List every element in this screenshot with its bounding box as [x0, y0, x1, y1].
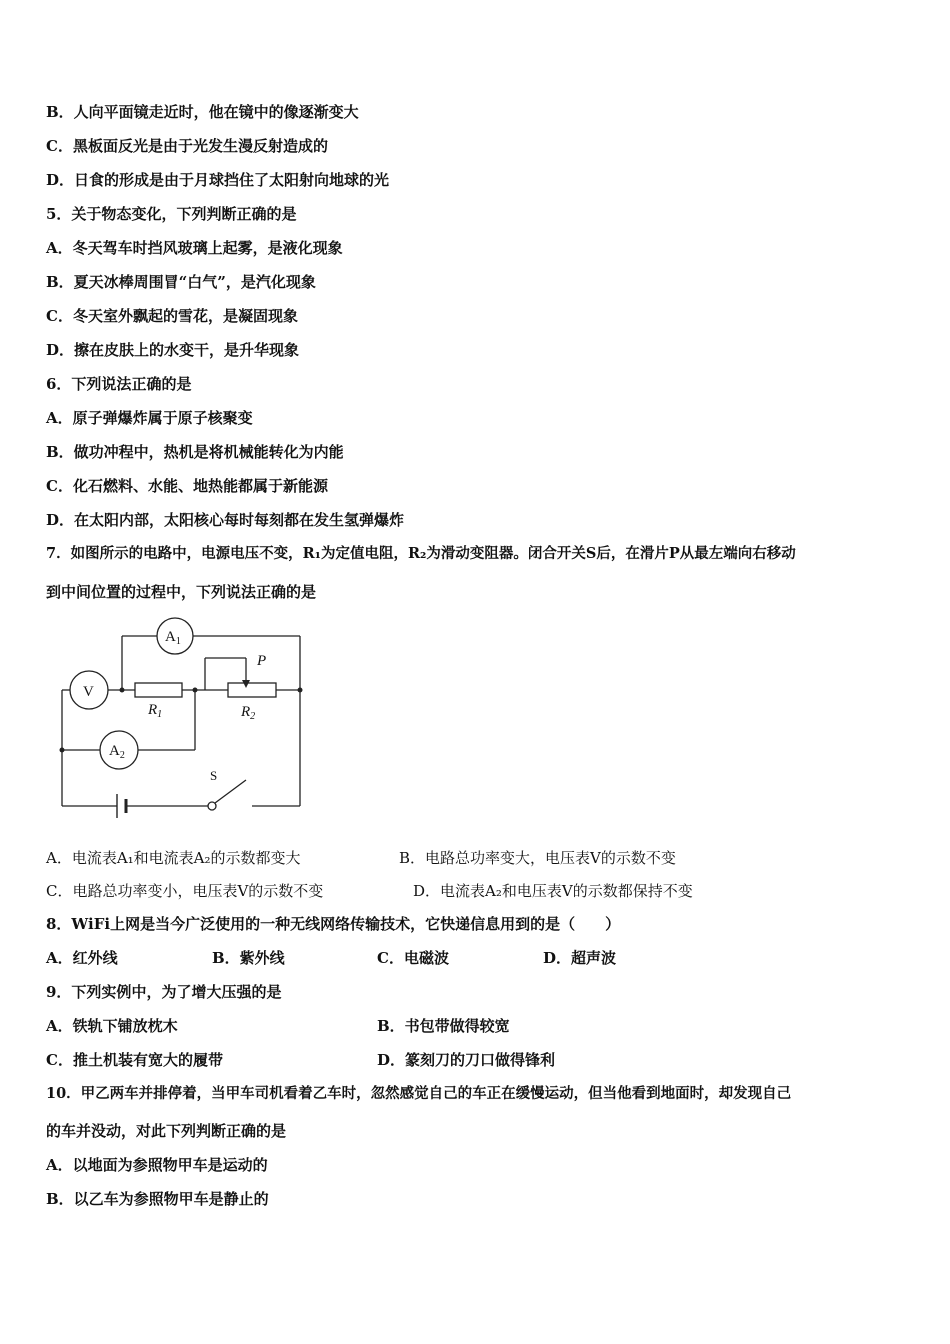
q8-option-d: D．超声波	[543, 949, 617, 967]
q9-option-a: A．铁轨下铺放枕木	[46, 1017, 178, 1035]
q5-stem: 5．关于物态变化，下列判断正确的是	[46, 205, 297, 223]
q7-stem-line1: 7．如图所示的电路中，电源电压不变，R₁为定值电阻，R₂为滑动变阻器。闭合开关S后，在滑片P从最左端向右移动	[46, 545, 796, 562]
q4-option-c: C．黑板面反光是由于光发生漫反射造成的	[46, 137, 328, 155]
q4-option-b: B．人向平面镜走近时，他在镜中的像逐渐变大	[46, 103, 359, 121]
q9-option-d: D．篆刻刀的刀口做得锋利	[377, 1051, 556, 1069]
r2-label-sub: 2	[250, 711, 256, 722]
junction-dot	[193, 688, 198, 693]
q6-option-c: C．化石燃料、水能、地热能都属于新能源	[46, 477, 328, 495]
q6-stem: 6．下列说法正确的是	[46, 375, 192, 393]
junction-dot	[120, 688, 125, 693]
q7-stem-line2: 到中间位置的过程中，下列说法正确的是	[46, 583, 317, 601]
svg-text:A1	[165, 629, 181, 647]
q5-option-b: B．夏天冰棒周围冒“白气”，是汽化现象	[46, 273, 316, 291]
q7-circuit-diagram	[0, 610, 400, 840]
q6-option-a: A．原子弹爆炸属于原子核聚变	[46, 409, 253, 427]
q9-option-c: C．推土机装有宽大的履带	[46, 1051, 223, 1069]
junction-dot	[298, 688, 303, 693]
rheostat-r2	[228, 683, 276, 697]
q8-option-b: B．紫外线	[212, 949, 285, 967]
resistor-r1	[135, 683, 182, 697]
q8-option-a: A．红外线	[46, 949, 118, 967]
junction-dot	[60, 748, 65, 753]
p-label: P	[257, 653, 267, 669]
q5-option-a: A．冬天驾车时挡风玻璃上起雾，是液化现象	[46, 239, 343, 257]
q10-option-a: A．以地面为参照物甲车是运动的	[46, 1156, 268, 1174]
q6-option-b: B．做功冲程中，热机是将机械能转化为内能	[46, 443, 344, 461]
v-label: V	[83, 684, 94, 700]
q5-option-c: C．冬天室外飘起的雪花，是凝固现象	[46, 307, 298, 325]
q10-stem-line2: 的车并没动，对此下列判断正确的是	[46, 1122, 287, 1140]
q7-option-c: C．电路总功率变小，电压表V的示数不变	[46, 882, 324, 900]
a1-label-sub: 1	[175, 636, 181, 647]
a1-label: A	[165, 629, 176, 645]
q6-option-d: D．在太阳内部，太阳核心每时每刻都在发生氢弹爆炸	[46, 511, 405, 529]
q10-option-b: B．以乙车为参照物甲车是静止的	[46, 1190, 269, 1208]
s-label: S	[210, 768, 218, 783]
slider-arrow-icon	[242, 680, 250, 688]
a2-label-sub: 2	[119, 750, 125, 761]
svg-text:A2	[109, 743, 125, 761]
switch-pivot	[208, 802, 216, 810]
r1-label-sub: 1	[157, 709, 163, 720]
q10-stem-line1: 10．甲乙两车并排停着，当甲车司机看着乙车时，忽然感觉自己的车正在缓慢运动，但当他看到地面时，却发现自己	[46, 1085, 792, 1102]
svg-text:R2	[240, 704, 255, 722]
q7-option-b: B．电路总功率变大，电压表V的示数不变	[399, 849, 676, 867]
svg-text:R1	[147, 702, 162, 720]
q4-option-d: D．日食的形成是由于月球挡住了太阳射向地球的光	[46, 171, 390, 189]
q7-option-a: A．电流表A₁和电流表A₂的示数都变大	[46, 849, 301, 867]
a2-label: A	[109, 743, 120, 759]
q7-option-d: D．电流表A₂和电压表V的示数都保持不变	[413, 882, 693, 900]
q9-option-b: B．书包带做得较宽	[377, 1017, 510, 1035]
q9-stem: 9．下列实例中，为了增大压强的是	[46, 983, 282, 1001]
q8-option-c: C．电磁波	[377, 949, 449, 967]
q5-option-d: D．擦在皮肤上的水变干，是升华现象	[46, 341, 300, 359]
switch-s	[215, 780, 246, 803]
r2-label: R	[241, 704, 251, 720]
q8-stem: 8．WiFi上网是当今广泛使用的一种无线网络传输技术，它快递信息用到的是（ ）	[46, 915, 621, 933]
r1-label: R	[148, 702, 158, 718]
